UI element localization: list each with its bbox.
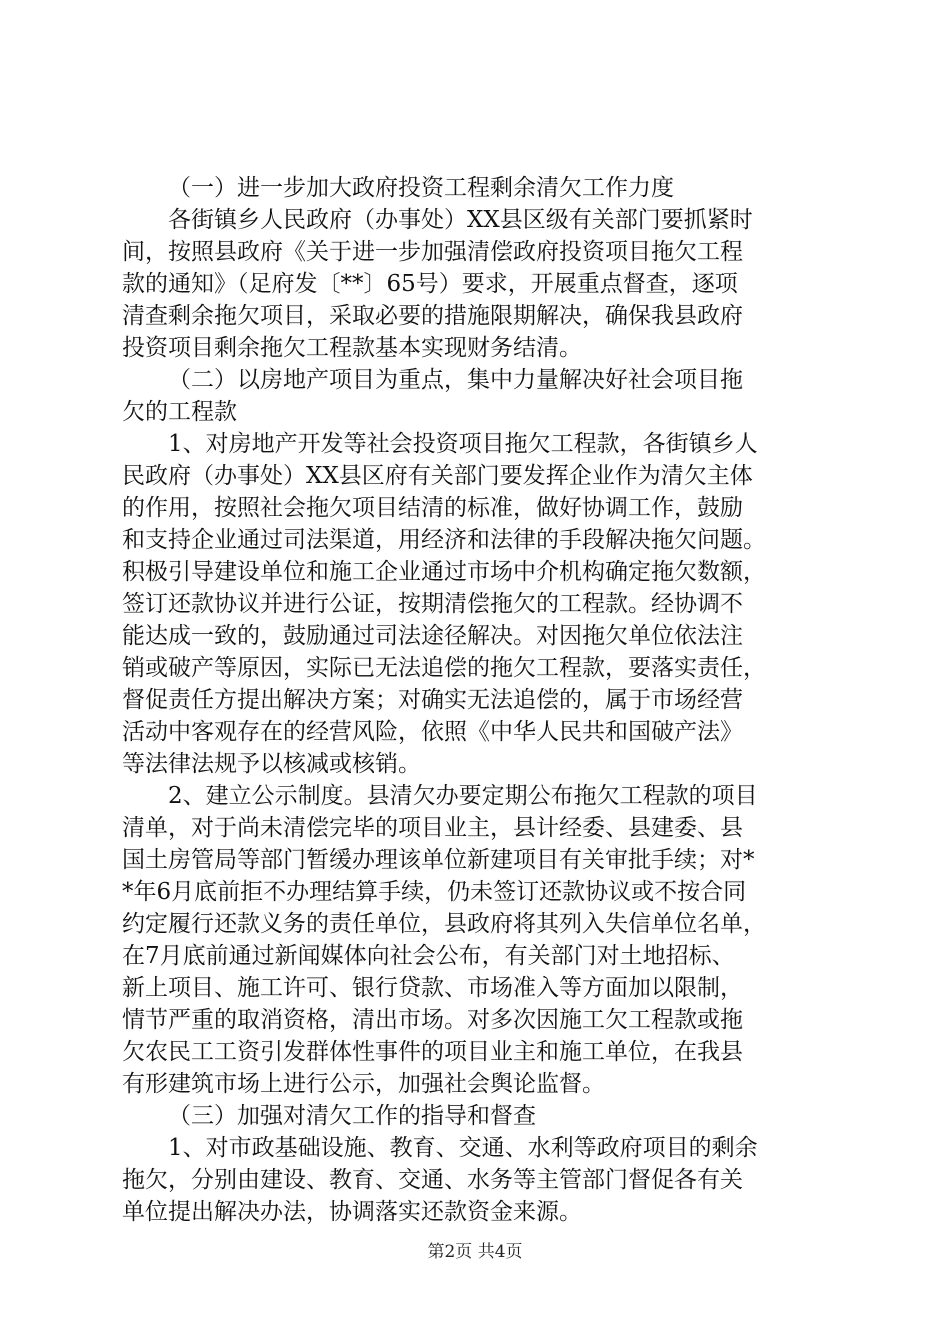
section-heading-line: （一）进一步加大政府投资工程剩余清欠工作力度 (168, 175, 674, 201)
paragraph-line: 的作用，按照社会拖欠项目结清的标准，做好协调工作，鼓励 (122, 495, 743, 521)
paragraph-line: 活动中客观存在的经营风险，依照《中华人民共和国破产法》 (122, 719, 743, 745)
paragraph-line: 督促责任方提出解决方案；对确实无法追偿的，属于市场经营 (122, 687, 743, 713)
paragraph-line: 清查剩余拖欠项目，采取必要的措施限期解决，确保我县政府 (122, 303, 743, 329)
paragraph-line: 款的通知》（足府发〔**〕65号）要求，开展重点督查，逐项 (122, 271, 738, 297)
paragraph-line: 积极引导建设单位和施工企业通过市场中介机构确定拖欠数额， (122, 559, 766, 585)
paragraph-line: 1、对市政基础设施、教育、交通、水利等政府项目的剩余 (168, 1135, 758, 1161)
paragraph-line: 情节严重的取消资格，清出市场。对多次因施工欠工程款或拖 (122, 1007, 743, 1033)
section-heading-line: （二）以房地产项目为重点，集中力量解决好社会项目拖 (168, 367, 743, 393)
paragraph-line: 单位提出解决办法，协调落实还款资金来源。 (122, 1199, 582, 1225)
paragraph-line: 和支持企业通过司法渠道，用经济和法律的手段解决拖欠问题。 (122, 527, 766, 553)
section-heading-line: （三）加强对清欠工作的指导和督查 (168, 1103, 536, 1129)
paragraph-line: 有形建筑市场上进行公示，加强社会舆论监督。 (122, 1071, 605, 1097)
paragraph-line: 欠农民工工资引发群体性事件的项目业主和施工单位，在我县 (122, 1039, 743, 1065)
paragraph-line: 等法律法规予以核减或核销。 (122, 751, 421, 777)
paragraph-line: 销或破产等原因，实际已无法追偿的拖欠工程款，要落实责任， (122, 655, 766, 681)
page-footer: 第2页 共4页 (427, 1242, 523, 1262)
paragraph-line: 2、建立公示制度。县清欠办要定期公布拖欠工程款的项目 (168, 783, 758, 809)
paragraph-line: 间，按照县政府《关于进一步加强清偿政府投资项目拖欠工程 (122, 239, 743, 265)
paragraph-line: 约定履行还款义务的责任单位，县政府将其列入失信单位名单， (122, 911, 766, 937)
paragraph-line: 1、对房地产开发等社会投资项目拖欠工程款，各街镇乡人 (168, 431, 758, 457)
paragraph-line: 民政府（办事处）XX县区府有关部门要发挥企业作为清欠主体 (122, 463, 753, 489)
paragraph-line: 欠的工程款 (122, 399, 237, 425)
paragraph-line: 能达成一致的，鼓励通过司法途径解决。对因拖欠单位依法注 (122, 623, 743, 649)
paragraph-line: 在7月底前通过新闻媒体向社会公布，有关部门对土地招标、 (122, 943, 735, 969)
paragraph-line: 投资项目剩余拖欠工程款基本实现财务结清。 (122, 335, 582, 361)
paragraph-line: 各街镇乡人民政府（办事处）XX县区级有关部门要抓紧时 (168, 207, 753, 233)
paragraph-line: 新上项目、施工许可、银行贷款、市场准入等方面加以限制， (122, 975, 743, 1001)
paragraph-line: 拖欠，分别由建设、教育、交通、水务等主管部门督促各有关 (122, 1167, 743, 1193)
paragraph-line: *年6月底前拒不办理结算手续，仍未签订还款协议或不按合同 (122, 879, 747, 905)
paragraph-line: 国土房管局等部门暂缓办理该单位新建项目有关审批手续；对* (122, 847, 755, 873)
paragraph-line: 签订还款协议并进行公证，按期清偿拖欠的工程款。经协调不 (122, 591, 743, 617)
paragraph-line: 清单，对于尚未清偿完毕的项目业主，县计经委、县建委、县 (122, 815, 743, 841)
document-body (122, 172, 834, 1228)
